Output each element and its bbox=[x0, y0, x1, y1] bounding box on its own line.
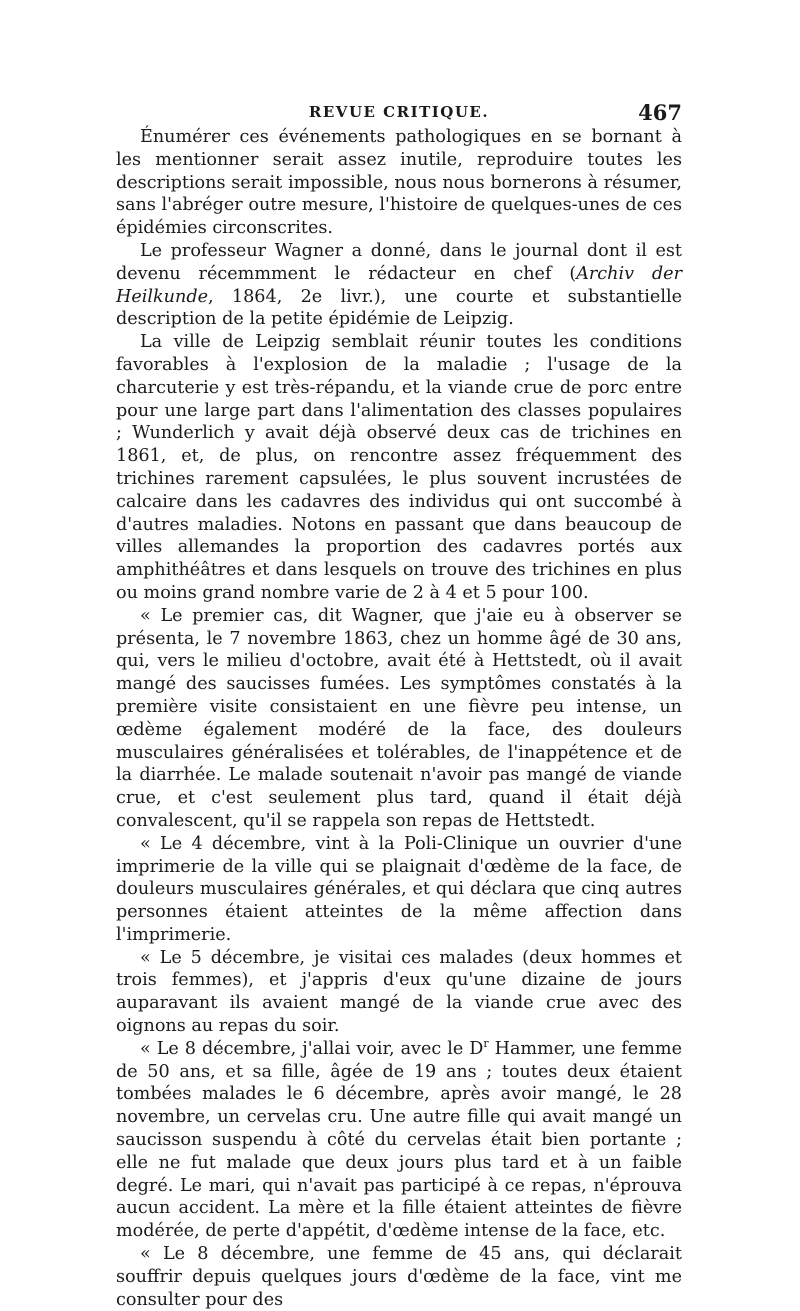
paragraph-3: La ville de Leipzig semblait réunir toutes les conditions favorables à l'explosion de la maladie ; l'usage de la charcuterie y est très-répandu, et la viande crue de porc entre pour une large part dans l'alimentation des classes populaires ; Wunderlich y avait déjà observé deux cas de trichines en 1861, et, de plus, on rencontre assez fréquemment des trichines rarement capsulées, le plus souvent incrustées de calcaire dans les cadavres des individus qui ont succombé à d'autres maladies. Notons en passant que dans beaucoup de villes allemandes la proportion des cadavres portés aux amphithéâtres et dans lesquels on trouve des trichines en plus ou moins grand nombre varie de 2 à 4 et 5 pour 100. bbox=[116, 332, 682, 603]
page-number: 467 bbox=[638, 100, 682, 125]
paragraph-7 bbox=[116, 1038, 682, 1243]
paragraph-2-before: Le professeur Wagner a donné, dans le journal dont il est devenu récemmment le rédacteur en chef ( bbox=[116, 240, 682, 284]
paragraph-4: « Le premier cas, dit Wagner, que j'aie eu à observer se présenta, le 7 novembre 1863, chez un homme âgé de 30 ans, qui, vers le milieu d'octobre, avait été à Hettstedt, où il avait mangé des saucisses fumées. Les symptômes constatés à la première visite consistaient en une fièvre peu intense, un œdème également modéré de la face, des douleurs musculaires généralisées et tolérables, de l'inappétence et de la diarrhée. Le malade soutenait n'avoir pas mangé de viande crue, et c'est seulement plus tard, quand il était déjà convalescent, qu'il se rappela son repas de Hettstedt. bbox=[116, 605, 682, 831]
paragraph-8: « Le 8 décembre, une femme de 45 ans, qui déclarait souffrir depuis quelques jours d'œdème de la face, vint me consulter pour des bbox=[116, 1244, 682, 1310]
paragraph-5: « Le 4 décembre, vint à la Poli-Clinique un ouvrier d'une imprimerie de la ville qui se plaignait d'œdème de la face, de douleurs musculaires générales, et qui déclara que cinq autres personnes étaient atteintes de la même affection dans l'imprimerie. bbox=[116, 833, 682, 945]
paragraph-6: « Le 5 décembre, je visitai ces malades (deux hommes et trois femmes), et j'appris d'eux qu'une dizaine de jours auparavant ils avaient mangé de la viande crue avec des oignons au repas du soir. bbox=[116, 947, 682, 1037]
page-header bbox=[116, 100, 682, 124]
paragraph-7-before: « Le 8 décembre, j'allai voir, avec le D bbox=[140, 1038, 484, 1059]
body-text bbox=[116, 126, 682, 1311]
journal-title: Archiv der Heilkunde bbox=[116, 263, 682, 307]
paragraph-2-after: , 1864, 2e livr.), une courte et substantielle description de la petite épidémie de Leipzig. bbox=[116, 286, 682, 330]
paragraph-1: Énumérer ces événements pathologiques en se bornant à les mentionner serait assez inutile, reproduire toutes les descriptions serait impossible, nous nous bornerons à résumer, sans l'abréger outre mesure, l'histoire de quelques-unes de ces épidémies circonscrites. bbox=[116, 127, 682, 239]
doctor-abbreviation-sup: r bbox=[483, 1037, 489, 1051]
paragraph-2 bbox=[116, 240, 682, 331]
paragraph-7-after: Hammer, une femme de 50 ans, et sa fille, âgée de 19 ans ; toutes deux étaient tombées malades le 6 décembre, après avoir mangé, le 28 novembre, un cervelas cru. Une autre fille qui avait mangé un saucisson suspendu à côté du cervelas était bien portante ; elle ne fut malade que deux jours plus tard et à un faible degré. Le mari, qui n'avait pas participé à ce repas, n'éprouva aucun accident. La mère et la fille étaient atteintes de fièvre modérée, de perte d'appétit, d'œdème intense de la face, etc. bbox=[116, 1038, 683, 1242]
running-title: REVUE CRITIQUE. bbox=[308, 103, 490, 121]
